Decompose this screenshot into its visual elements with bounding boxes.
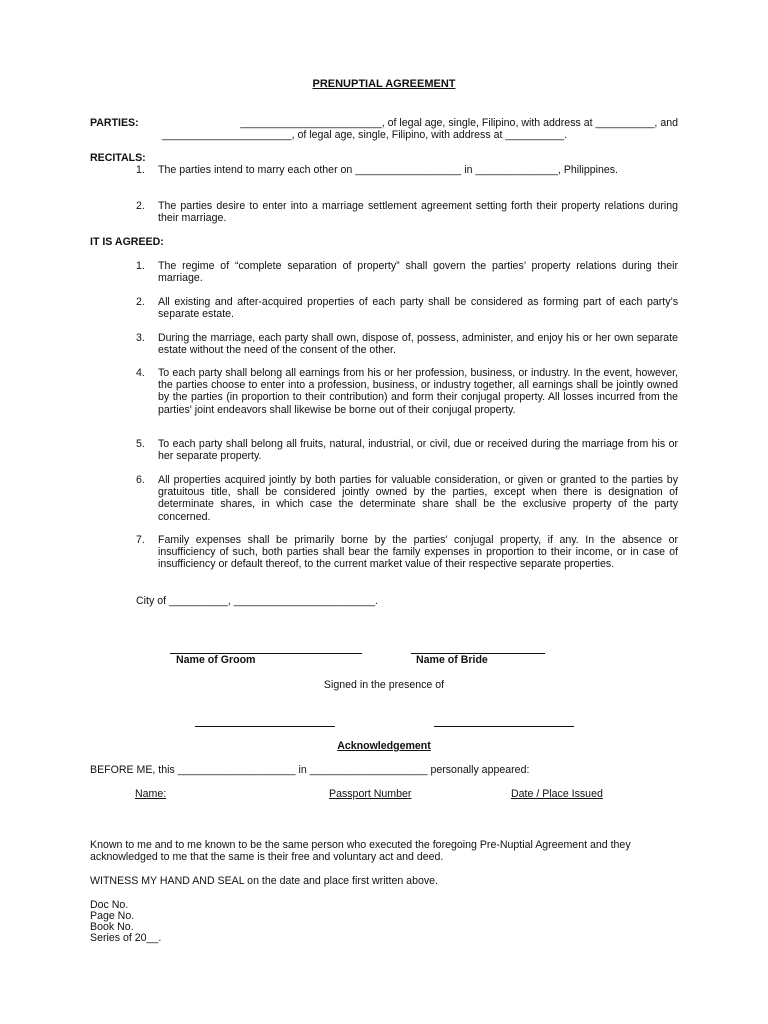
agreed-label: IT IS AGREED: [90,236,164,248]
book-no: Book No. [90,921,134,933]
recital-item [136,200,678,224]
agreed-item [136,367,678,416]
agreed-number: 5. [136,438,145,450]
agreed-text: To each party shall belong all fruits, natural, industrial, or civil, due or received during the marriage from his or her separate property. [158,438,678,463]
agreed-item [136,534,678,571]
recital-number: 1. [136,164,145,176]
agreed-number: 6. [136,474,145,486]
page-no: Page No. [90,910,135,922]
doc-no: Doc No. [90,899,129,911]
column-date-place-header: Date / Place Issued [511,788,603,800]
agreed-text: All properties acquired jointly by both parties for valuable consideration, or given or granted to the parties by gratuitous title, shall be considered jointly owned by the parties, except when there is designation of determinate shares, in which case the determinate share shall be the exclusive property of the party concerned. [158,474,678,523]
witness-signature-line [195,726,335,727]
agreed-number: 7. [136,534,145,546]
agreed-number: 1. [136,260,145,272]
parties-label: PARTIES: [90,117,139,129]
recital-text: The parties intend to marry each other on __________________ in ______________, Philippines. [158,164,619,176]
agreed-text: The regime of “complete separation of property” shall govern the parties’ property relations during their marriage. [158,260,678,285]
agreed-text: Family expenses shall be primarily borne by the parties' conjugal property, if any. In the absence or insufficiency of such, both parties shall bear the family expenses in proportion to their income, or in case of insufficiency or default thereof, to the current market value of their respective separate properties. [158,534,678,571]
agreed-number: 3. [136,332,145,344]
witness-paragraph: WITNESS MY HAND AND SEAL on the date and place first written above. [90,875,438,887]
document-title: PRENUPTIAL AGREEMENT [312,78,456,90]
parties-line-2: ______________________, of legal age, single, Filipino, with address at __________. [162,129,568,141]
agreed-item [136,332,678,356]
witness-signature-line [434,726,574,727]
agreed-item [136,474,678,523]
agreed-text: To each party shall belong all earnings from his or her profession, business, or industry. In the event, however, the parties choose to enter into a profession, business, or industry together, all earnings shall be jointly owned by the parties (in proportion to their contribution) and form their conjugal property. All losses incurred from the parties' joint endeavors shall likewise be borne out of their conjugal property. [158,367,678,416]
agreed-text: During the marriage, each party shall own, dispose of, possess, administer, and enjoy his or her own separate estate without the need of the consent of the other. [158,332,678,357]
before-me-line: BEFORE ME, this ____________________ in ____________________ personally appeared: [90,764,530,776]
parties-line-1: ________________________, of legal age, single, Filipino, with address at __________, and [240,117,678,129]
column-passport-header: Passport Number [329,788,412,800]
column-name-header: Name: [135,788,167,800]
agreed-item [136,296,678,320]
agreed-item [136,438,678,462]
known-to-me-paragraph: Known to me and to me known to be the same person who executed the foregoing Pre-Nuptial Agreement and they acknowledged to me that the same is their free and voluntary act and deed. [90,839,631,864]
bride-name-label: Name of Bride [416,654,488,666]
city-line: City of __________, ________________________. [136,595,379,607]
recital-item [136,164,678,176]
recital-number: 2. [136,200,145,212]
agreed-text: All existing and after-acquired properties of each party shall be considered as forming part of each party’s separate estate. [158,296,678,321]
series-no: Series of 20__. [90,932,162,944]
agreed-number: 4. [136,367,145,379]
agreed-number: 2. [136,296,145,308]
signed-presence-text: Signed in the presence of [323,679,445,691]
groom-name-label: Name of Groom [176,654,256,666]
recitals-label: RECITALS: [90,152,146,164]
agreed-item [136,260,678,284]
acknowledgement-title: Acknowledgement [337,740,431,752]
recital-text: The parties desire to enter into a marriage settlement agreement setting forth their property relations during their marriage. [158,200,678,225]
